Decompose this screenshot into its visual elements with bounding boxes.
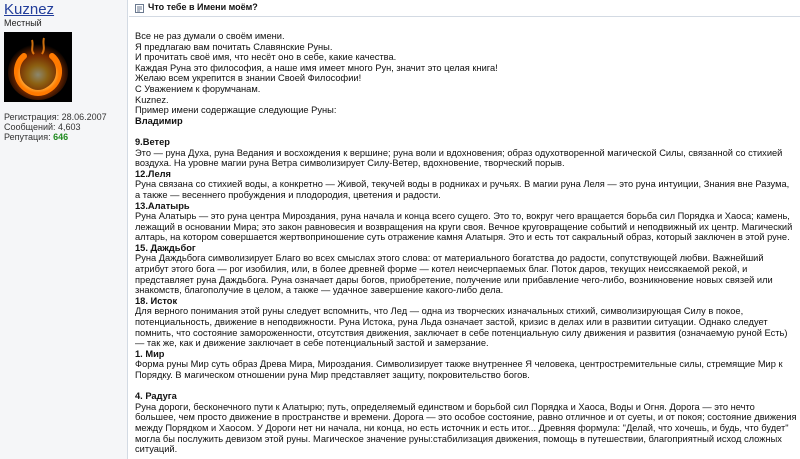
registration-row: Регистрация: 28.06.2007 (4, 112, 107, 122)
rune-text-line: помнить, что состояние замороженности, отсутствия движения, заключает в себе потенциальную силу движения и развития (означаемую руной Есть) (135, 327, 788, 338)
intro-line: Все не раз думали о своём имени. (135, 31, 285, 41)
posts-row: Сообщений: 4,603 (4, 122, 81, 132)
rune-title: 13.Алатырь (135, 200, 190, 211)
rune-section (135, 169, 797, 201)
rune-text-line: лежащий в основании Мира; это закон равновесия и возвращения на круги своя. Вечное круговращение событий и неподвижный их центр. Магический (135, 221, 793, 232)
rune-title: 12.Леля (135, 168, 171, 179)
rune-text-line: — так же, как и движение заключает в себе потенциальный застой и замерзание. (135, 338, 489, 349)
post-body (135, 31, 797, 455)
rune-title: 15. Даждьбог (135, 242, 196, 253)
rune-text-line: Руна Алатырь — это руна центра Мироздания, руна начала и конца всего сущего. Это то, вокруг чего вращается борьба сил Порядка и Хаоса; камень, (135, 211, 790, 222)
user-sidebar (0, 0, 128, 459)
post-title: Что тебе в Имени моём? (148, 2, 258, 12)
rune-title: 9.Ветер (135, 136, 170, 147)
rune-text-line: атрибут этого бога — рог изобилия, или, в более древней форме — котел неисчерпаемых благ. Поток даров, текущих неиссякаемой рекой, и (135, 264, 748, 275)
post-intro (135, 31, 797, 116)
post-header (129, 0, 800, 17)
rune-text-line: а также — весеннего пробуждения и плодородия, цветения и радости. (135, 189, 441, 200)
rune-title: 1. Мир (135, 348, 165, 359)
name-example: Владимир (135, 115, 183, 126)
rune-text-line: Это — руна Духа, руна Ведания и восхождения к вершине; руна воли и вдохновения; образ одухотворенной магической Силы, связанной со стихией (135, 147, 783, 158)
rune-text-line: могла бы послужить девизом этой руны. Магическое значение руны:стабилизация движения, помощь в путешествии, благоприятный исход сложных (135, 433, 782, 444)
rune-text-line: представляет руна Даждьбога. Руна означает дары богов, приобретение, получение или прибавление чего-либо, возникновение новых связей или (135, 274, 773, 285)
reputation-row: Репутация: 646 (4, 132, 69, 142)
rune-text-line: алтарь, на котором совершается жертвоприношение суть отражение камня Алатыря. Это и есть тот сакральный образ, который заключен в этой руне. (135, 232, 790, 243)
rune-title: 4. Радуга (135, 391, 177, 402)
rune-text-line: Форма руны Мир суть образ Древа Мира, Мироздания. Символизирует также внутреннее Я человека, центростремительные силы, стремящие Мир к (135, 359, 783, 370)
rune-section (135, 137, 797, 169)
rune-text-line: большее, чем просто движение в пространстве и времени. Дорога — это особое состояние, равно отличное и от суеты, и от покоя; состояние движения (135, 412, 797, 423)
rune-text-line: между Порядком и Хаосом. У Дороги нет ни начала, ни конца, но есть источник и есть итог... Древняя формула: "Делай, что хочешь, и будь, что будет" (135, 422, 789, 433)
rune-title: 18. Исток (135, 295, 178, 306)
rune-section (135, 243, 797, 296)
rune-section (135, 296, 797, 349)
rune-section (135, 349, 797, 381)
intro-line: С Уважением к форумчанам. (135, 83, 261, 94)
fire-power-icon (4, 32, 72, 102)
rune-text-line: воздуха. На уровне магии руна Ветра символизирует Силу-Ветер, вдохновение, творческий порыв. (135, 158, 565, 169)
rune-section (135, 391, 797, 455)
rune-text-line: Руна связана со стихией воды, а конкретно — Живой, текучей воды в родниках и ручьях. В магии руна Леля — это руна интуиции, Знания вне Разума, (135, 179, 790, 190)
intro-line: Пример имени содержащие следующие Руны: (135, 105, 337, 116)
intro-line: Каждая Руна это философия, а наше имя имеет много Рун, значит это целая книга! (135, 62, 498, 73)
rune-list (135, 126, 797, 454)
user-title: Местный (4, 18, 42, 28)
avatar[interactable] (4, 32, 72, 102)
rune-text-line: Порядку. В магическом отношении руна Мир представляет защиту, покровительство богов. (135, 370, 530, 380)
rune-section (135, 201, 797, 243)
user-stats (4, 112, 107, 142)
username-link[interactable]: Kuznez (4, 1, 55, 18)
rune-text-line: ситуаций. (135, 444, 178, 455)
intro-line: Я предлагаю вам почитать Славянские Руны. (135, 41, 333, 52)
intro-line: Kuznez. (135, 94, 169, 105)
post-document-icon (135, 4, 144, 13)
rune-text-line: знакомств, благополучие в целом, а также — удачное завершение какого-либо дела. (135, 285, 504, 296)
intro-line: И прочитать своё имя, что несёт оно в себе, какие качества. (135, 52, 397, 63)
rune-text-line: Руна дороги, бесконечного пути к Алатырю; путь, определяемый единством и борьбой сил Порядка и Хаоса, Воды и Огня. Дорога — это нечто (135, 401, 755, 412)
rune-text-line: потенциальность, движение в неподвижности. Руна Истока, руна Льда означает застой, кризис в делах или в развитии ситуации. Однако следует (135, 317, 768, 328)
rune-text-line: Руна Даждьбога символизирует Благо во всех смыслах этого слова: от материального богатства до радости, сопутствующей любви. Важнейший (135, 253, 764, 264)
intro-line: Желаю всем укрепится в знании Своей Философии! (135, 73, 362, 84)
rune-text-line: Для верного понимания этой руны следует вспомнить, что Лед — одна из творческих изначальных стихий, символизирующая Силу в покое, (135, 306, 744, 317)
